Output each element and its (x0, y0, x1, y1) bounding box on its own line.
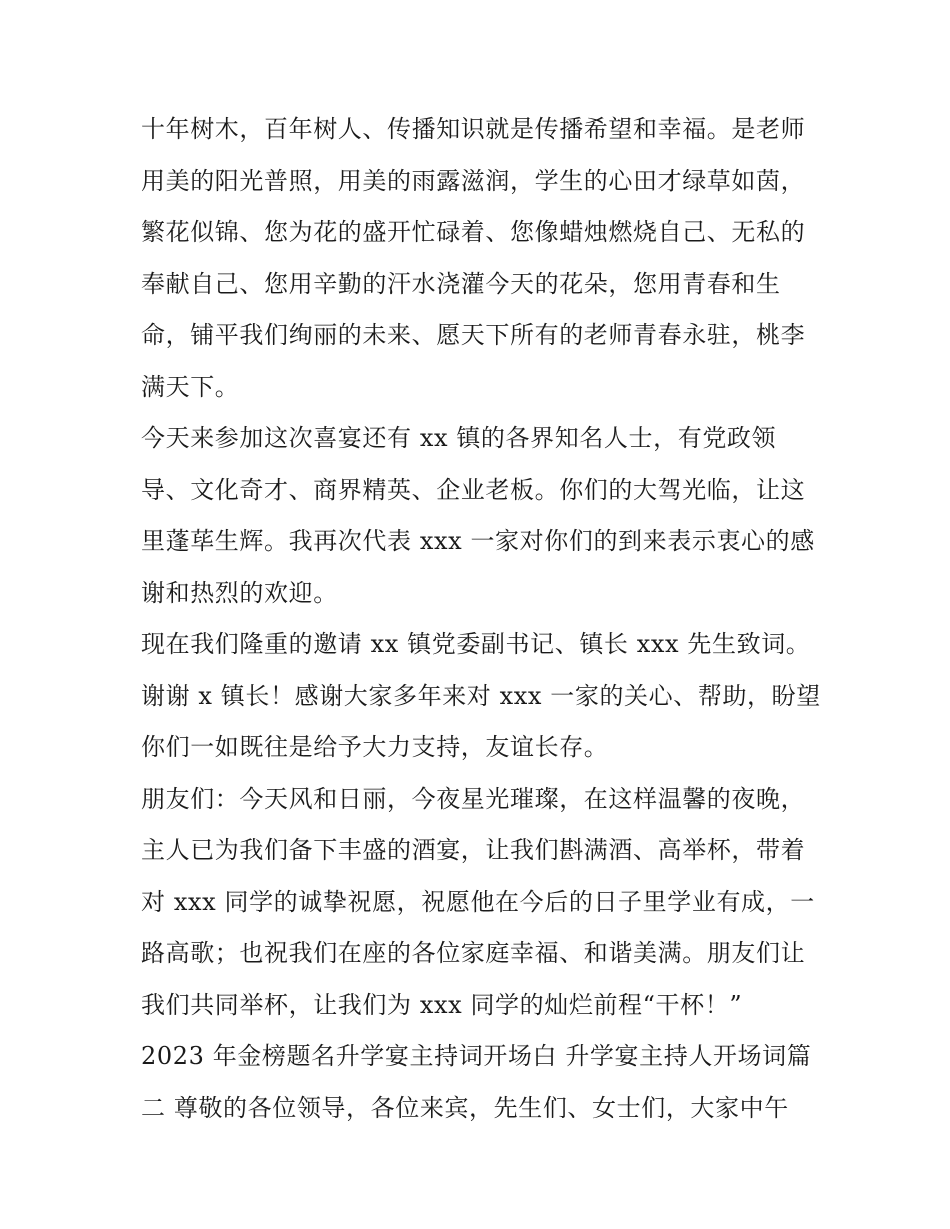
text-line: 对 xxx 同学的诚挚祝愿，祝愿他在今后的日子里学业有成，一 (141, 887, 815, 916)
text-line: 谢谢 x 镇长！感谢大家多年来对 xxx 一家的关心、帮助，盼望 (141, 681, 821, 710)
text-line: 路高歌；也祝我们在座的各位家庭幸福、和谐美满。朋友们让 (141, 939, 806, 967)
text-line: 繁花似锦、您为花的盛开忙碌着、您像蜡烛燃烧自己、无私的 (141, 218, 806, 246)
text-line: 我们共同举杯，让我们为 xxx 同学的灿烂前程“干杯！” (141, 990, 743, 1019)
text-line: 满天下。 (141, 372, 240, 401)
text-line: 朋友们：今天风和日丽，今夜星光璀璨，在这样温馨的夜晚， (141, 784, 806, 813)
text-line: 用美的阳光普照，用美的雨露滋润，学生的心田才绿草如茵， (141, 166, 806, 195)
text-line: 现在我们隆重的邀请 xx 镇党委副书记、镇长 xxx 先生致词。 (141, 630, 811, 658)
text-line: 你们一如既往是给予大力支持，友谊长存。 (141, 733, 609, 761)
document-page (141, 104, 821, 1134)
text-line: 谢和热烈的欢迎。 (141, 578, 338, 607)
text-line: 里蓬荜生辉。我再次代表 xxx 一家对你们的到来表示衷心的感 (141, 527, 815, 555)
text-line: 导、文化奇才、商界精英、企业老板。你们的大驾光临，让这 (141, 475, 806, 504)
text-line: 主人已为我们备下丰盛的酒宴，让我们斟满酒、高举杯，带着 (141, 836, 806, 864)
text-line: 十年树木，百年树人、传播知识就是传播希望和幸福。是老师 (141, 115, 806, 143)
text-line: 2023 年金榜题名升学宴主持词开场白 升学宴主持人开场词篇 (141, 1042, 812, 1070)
text-line: 奉献自己、您用辛勤的汗水浇灌今天的花朵，您用青春和生 (141, 269, 781, 298)
text-line: 今天来参加这次喜宴还有 xx 镇的各界知名人士，有党政领 (141, 424, 777, 452)
text-line: 二 尊敬的各位领导，各位来宾，先生们、女士们，大家中午 (141, 1093, 789, 1122)
text-line: 命，铺平我们绚丽的未来、愿天下所有的老师青春永驻，桃李 (141, 321, 806, 349)
